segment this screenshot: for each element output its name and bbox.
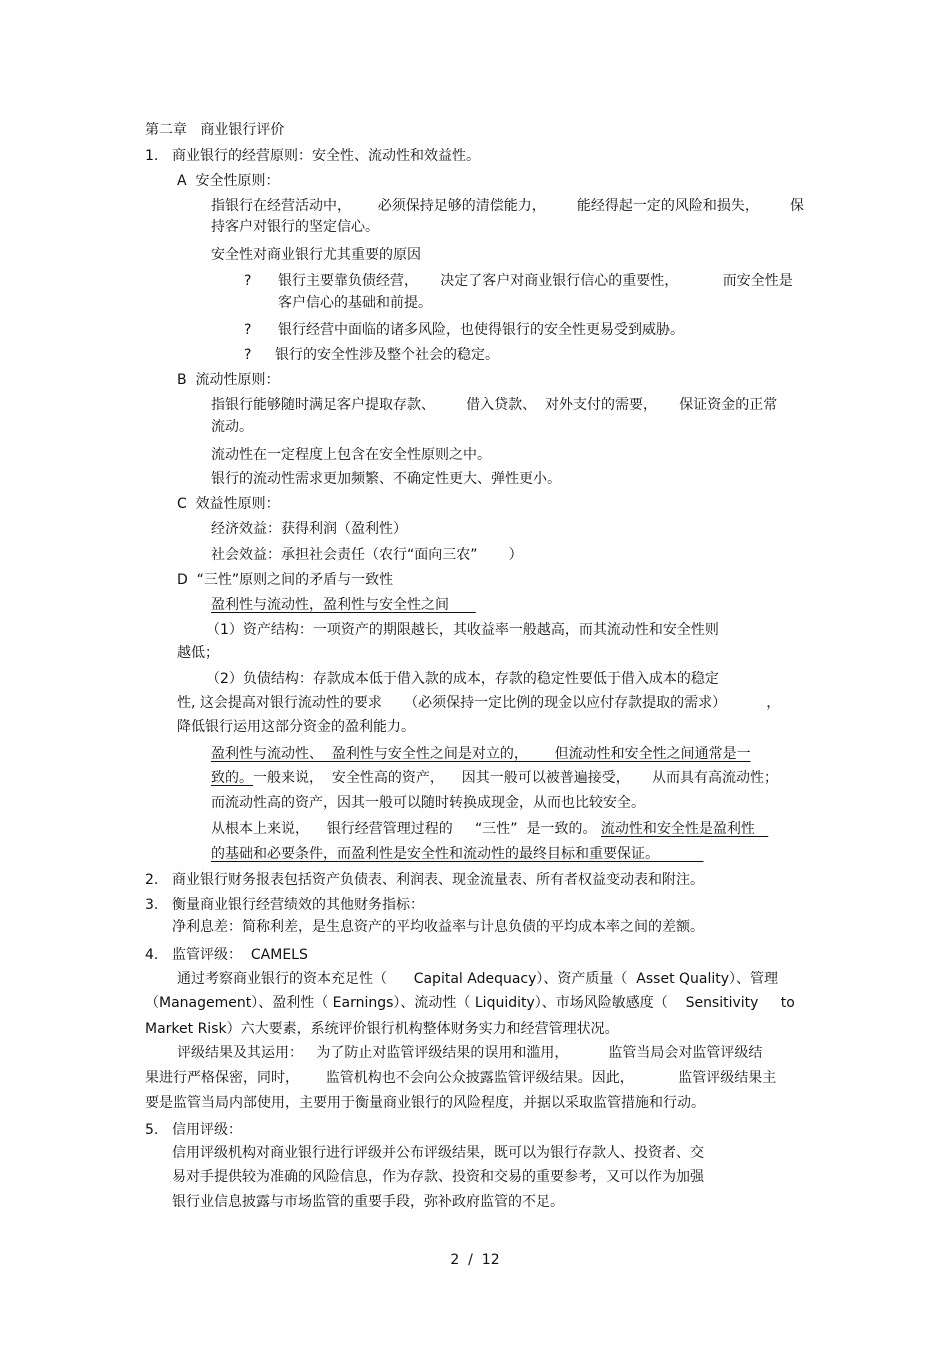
- asset-structure-line-1: （1）资产结构：一项资产的期限越长，其收益率一般越高，而其流动性和安全性则: [206, 622, 719, 638]
- camels-line-2: （Management）、盈利性（ Earnings）、流动性（ Liquidity）、市场风险敏感度（ Sensitivity to: [145, 995, 795, 1011]
- consistency-line-2: [211, 769, 778, 787]
- page-number: 2 / 12: [450, 1252, 500, 1268]
- consistency-line-1: 盈利性与流动性、 盈利性与安全性之间是对立的， 但流动性和安全性之间通常是一: [211, 746, 751, 762]
- section-3-number: 3.: [145, 897, 159, 913]
- safety-definition-line-1: 指银行在经营活动中， 必须保持足够的清偿能力， 能经得起一定的风险和损失， 保: [211, 198, 805, 214]
- safety-reason-1-line-1: 银行主要靠负债经营， 决定了客户对商业银行信心的重要性， 而安全性是: [278, 273, 793, 289]
- consistency-line-2-rest: 一般来说， 安全性高的资产， 因其一般可以被普遍接受， 从而具有高流动性；: [253, 770, 778, 786]
- liquidity-heading: B 流动性原则：: [177, 372, 280, 388]
- bullet-marker: ?: [244, 273, 252, 289]
- safety-definition-line-2: 持客户对银行的坚定信心。: [211, 219, 379, 235]
- section-2-text: 商业银行财务报表包括资产负债表、利润表、现金流量表、所有者权益变动表和附注。: [172, 872, 704, 888]
- camels-line-1: 通过考察商业银行的资本充足性（ Capital Adequacy）、资产质量（ Asset Quality）、管理: [177, 971, 779, 987]
- rating-usage-line-2: 果进行严格保密，同时， 监管机构也不会向公众披露监管评级结果。因此， 监管评级结果主: [145, 1070, 777, 1086]
- section-4-number: 4.: [145, 947, 159, 963]
- credit-rating-line-3: 银行业信息披露与市场监管的重要手段，弥补政府监管的不足。: [172, 1194, 564, 1210]
- safety-reason-1-line-2: 客户信心的基础和前提。: [278, 295, 432, 311]
- liability-structure-line-1: （2）负债结构：存款成本低于借入款的成本，存款的稳定性要低于借入成本的稳定: [206, 671, 719, 687]
- consistency-line-2-underlined: 致的。: [211, 770, 253, 786]
- credit-rating-line-2: 易对手提供较为准确的风险信息，作为存款、投资和交易的重要参考，又可以作为加强: [172, 1169, 704, 1185]
- three-principles-heading: D “三性”原则之间的矛盾与一致性: [177, 572, 394, 588]
- section-3-title: 衡量商业银行经营绩效的其他财务指标：: [172, 897, 424, 913]
- consistency-line-5: 的基础和必要条件，而盈利性是安全性和流动性的最终目标和重要保证。: [211, 846, 704, 862]
- rating-usage-line-1: 评级结果及其运用： 为了防止对监管评级结果的误用和滥用， 监管当局会对监管评级结: [177, 1045, 763, 1061]
- safety-importance-heading: 安全性对商业银行尤其重要的原因: [211, 247, 421, 263]
- profitability-heading: C 效益性原则：: [177, 496, 280, 512]
- section-1-number: 1.: [145, 148, 159, 164]
- consistency-line-4-text: 从根本上来说， 银行经营管理过程的 “三性” 是一致的。: [211, 821, 601, 837]
- camels-line-3: Market Risk）六大要素，系统评价银行机构整体财务实力和经营管理状况。: [145, 1021, 619, 1037]
- credit-rating-line-1: 信用评级机构对商业银行进行评级并公布评级结果，既可以为银行存款人、投资者、交: [172, 1145, 704, 1161]
- consistency-line-4-underlined: 流动性和安全性是盈利性: [600, 821, 769, 837]
- consistency-line-4: [211, 820, 768, 838]
- economic-benefit: 经济效益：获得利润（盈利性）: [211, 521, 407, 537]
- section-5-number: 5.: [145, 1122, 159, 1138]
- section-5-title: 信用评级：: [172, 1122, 242, 1138]
- consistency-line-3: 而流动性高的资产，因其一般可以随时转换成现金，从而也比较安全。: [211, 795, 645, 811]
- net-interest-margin: 净利息差：简称利差，是生息资产的平均收益率与计息负债的平均成本率之间的差额。: [172, 919, 704, 935]
- section-2-number: 2.: [145, 872, 159, 888]
- section-1-title: 商业银行的经营原则：安全性、流动性和效益性。: [172, 148, 480, 164]
- asset-structure-line-2: 越低；: [177, 645, 219, 661]
- liability-structure-line-3: 降低银行运用这部分资金的盈利能力。: [177, 719, 415, 735]
- conflict-subheading: 盈利性与流动性，盈利性与安全性之间: [211, 597, 476, 613]
- bullet-marker: ?: [244, 322, 252, 338]
- rating-usage-line-3: 要是监管当局内部使用，主要用于衡量商业银行的风险程度，并据以采取监管措施和行动。: [145, 1095, 705, 1111]
- bullet-marker: ?: [244, 347, 252, 363]
- safety-reason-3: 银行的安全性涉及整个社会的稳定。: [275, 347, 499, 363]
- safety-reason-2: 银行经营中面临的诸多风险，也使得银行的安全性更易受到威胁。: [278, 322, 684, 338]
- liquidity-note-1: 流动性在一定程度上包含在安全性原则之中。: [211, 447, 491, 463]
- liability-structure-line-2: 性, 这会提高对银行流动性的要求 （必须保持一定比例的现金以应付存款提取的需求） ，: [177, 695, 781, 711]
- section-4-title: 监管评级： CAMELS: [172, 947, 308, 963]
- chapter-title: 第二章 商业银行评价: [145, 122, 285, 138]
- social-benefit: 社会效益：承担社会责任（农行“面向三农” ）: [211, 547, 523, 563]
- liquidity-definition-line-1: 指银行能够随时满足客户提取存款、 借入贷款、 对外支付的需要， 保证资金的正常: [211, 397, 778, 413]
- liquidity-definition-line-2: 流动。: [211, 419, 253, 435]
- safety-heading: A 安全性原则：: [177, 173, 280, 189]
- liquidity-note-2: 银行的流动性需求更加频繁、不确定性更大、弹性更小。: [211, 471, 561, 487]
